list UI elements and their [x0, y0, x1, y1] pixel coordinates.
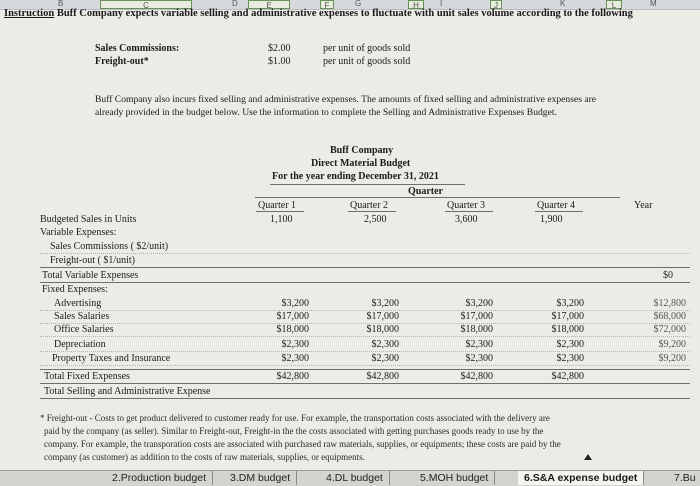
col-B[interactable]: B [58, 0, 64, 8]
sales-units-q3[interactable]: 3,600 [455, 214, 478, 225]
fixed-row-value[interactable]: $18,000 [276, 324, 309, 335]
footnote-line-3: company. For example, the transporation costs are associated with purchased raw materials, supplies, or equipments; these costs are paid by the [44, 439, 561, 449]
rate-desc-freight: per unit of goods sold [323, 56, 411, 67]
instruction-text: Buff Company expects variable selling and administrative expenses to fluctuate with unit sales volume according to the following [56, 8, 633, 19]
tab-production-budget[interactable]: 2.Production budget [106, 471, 213, 485]
col-header-q2: Quarter 2 [350, 200, 389, 211]
tab-dm-budget[interactable]: 3.DM budget [224, 471, 297, 485]
paragraph-line-2: already provided in the budget below. Use the information to complete the Selling and Administrative Expenses Budget. [95, 107, 557, 118]
col-H[interactable]: H [408, 0, 424, 9]
fixed-row-value[interactable]: $17,000 [366, 311, 399, 322]
fixed-row-value[interactable]: $17,000 [460, 311, 493, 322]
fixed-row-value[interactable]: $3,200 [371, 298, 399, 309]
fixed-row-value[interactable]: $9,200 [658, 339, 686, 350]
budget-title: Direct Material Budget [311, 158, 411, 169]
instruction-label: Instruction [4, 8, 55, 19]
fixed-row-value[interactable]: $72,000 [653, 324, 686, 335]
total-fixed-topline [40, 369, 690, 370]
col-E[interactable]: E [248, 0, 290, 9]
fixed-row-value[interactable]: $2,300 [371, 339, 399, 350]
col-D[interactable]: D [232, 0, 238, 8]
tab-moh-budget[interactable]: 5.MOH budget [414, 471, 495, 485]
q2-underline [348, 211, 396, 212]
fixed-row-value[interactable]: $12,800 [653, 298, 686, 309]
sheet-tab-bar [0, 470, 700, 486]
fixed-row-gridline [40, 336, 690, 337]
total-fixed-underline [40, 383, 690, 384]
total-variable-underline [40, 282, 690, 283]
fixed-row-value[interactable]: $9,200 [658, 353, 686, 364]
fixed-row-value[interactable]: $68,000 [653, 311, 686, 322]
total-fixed-q1[interactable]: $42,800 [276, 371, 309, 382]
fixed-row-value[interactable]: $18,000 [551, 324, 584, 335]
footnote-line-4: company (as customer) as addition to the costs of raw materials, supplies, or equipments. [44, 452, 365, 462]
tab-budget-partial[interactable]: 7.Bu [674, 472, 696, 484]
fixed-row-label[interactable]: Office Salaries [54, 324, 114, 335]
col-F[interactable]: F [320, 0, 334, 9]
fixed-row-value[interactable]: $2,300 [465, 339, 493, 350]
rate-desc-commissions: per unit of goods sold [323, 43, 411, 54]
total-fixed-q3[interactable]: $42,800 [460, 371, 493, 382]
total-variable-year[interactable]: $0 [663, 270, 673, 281]
total-sa-underline [40, 398, 690, 399]
fixed-row-value[interactable]: $17,000 [276, 311, 309, 322]
col-K[interactable]: K [560, 0, 566, 8]
fixed-row-value[interactable]: $17,000 [551, 311, 584, 322]
footnote-line-2: paid by the company (as seller). Similar to Freight-out, Freight-in the the costs associated with getting purchases goods ready to use by the [44, 426, 544, 436]
quarter-header: Quarter [408, 186, 443, 197]
label-variable-expenses[interactable]: Variable Expenses: [40, 227, 117, 238]
label-total-variable[interactable]: Total Variable Expenses [42, 270, 139, 281]
sales-units-q2[interactable]: 2,500 [364, 214, 387, 225]
q4-underline [535, 211, 583, 212]
freight-underline [40, 267, 690, 268]
label-sales-commissions[interactable]: Sales Commissions ( $2/unit) [50, 241, 169, 252]
col-header-q4: Quarter 4 [537, 200, 576, 211]
tab-sa-expense-budget[interactable]: 6.S&A expense budget [518, 471, 644, 485]
fixed-row-value[interactable]: $2,300 [371, 353, 399, 364]
total-fixed-q4[interactable]: $42,800 [551, 371, 584, 382]
col-L[interactable]: L [606, 0, 622, 9]
col-M[interactable]: M [650, 0, 657, 8]
col-G[interactable]: G [355, 0, 362, 8]
label-fixed-expenses[interactable]: Fixed Expenses: [42, 284, 108, 295]
fixed-row-value[interactable]: $3,200 [465, 298, 493, 309]
rate-label-commissions: Sales Commissions: [95, 43, 180, 54]
fixed-row-value[interactable]: $2,300 [556, 353, 584, 364]
fixed-row-label[interactable]: Advertising [54, 298, 102, 309]
sales-units-q4[interactable]: 1,900 [540, 214, 563, 225]
fixed-row-label[interactable]: Property Taxes and Insurance [52, 353, 171, 364]
budget-period: For the year ending December 31, 2021 [272, 171, 439, 182]
rate-amount-commissions: $2.00 [268, 43, 291, 54]
label-freight-out[interactable]: Freight-out ( $1/unit) [50, 255, 135, 266]
total-fixed-q2[interactable]: $42,800 [366, 371, 399, 382]
rate-amount-freight: $1.00 [268, 56, 291, 67]
fixed-row-value[interactable]: $2,300 [281, 339, 309, 350]
fixed-row-label[interactable]: Sales Salaries [54, 311, 110, 322]
fixed-row-gridline [40, 365, 690, 366]
col-header-q1: Quarter 1 [258, 200, 297, 211]
fixed-row-gridline [40, 351, 690, 352]
fixed-row-value[interactable]: $18,000 [460, 324, 493, 335]
q3-underline [445, 211, 493, 212]
budget-company: Buff Company [330, 145, 394, 156]
col-C[interactable]: C [100, 0, 192, 9]
fixed-row-value[interactable]: $3,200 [556, 298, 584, 309]
label-total-fixed[interactable]: Total Fixed Expenses [44, 371, 130, 382]
tab-dl-budget[interactable]: 4.DL budget [320, 471, 390, 485]
paragraph-line-1: Buff Company also incurs fixed selling and administrative expenses. The amounts of fixed selling and administrative expenses are [95, 94, 597, 105]
period-underline [270, 184, 465, 185]
fixed-row-label[interactable]: Depreciation [54, 339, 106, 350]
q1-underline [256, 211, 304, 212]
fixed-row-value[interactable]: $2,300 [465, 353, 493, 364]
col-header-q3: Quarter 3 [447, 200, 486, 211]
sales-units-q1[interactable]: 1,100 [270, 214, 293, 225]
col-J[interactable]: J [490, 0, 502, 9]
fixed-row-value[interactable]: $3,200 [281, 298, 309, 309]
fixed-row-value[interactable]: $18,000 [366, 324, 399, 335]
instruction-line [4, 8, 633, 19]
col-I[interactable]: I [440, 0, 443, 8]
commissions-gridline [40, 253, 690, 254]
footnote-line-1: * Freight-out - Costs to get product delivered to customer ready for use. For example, the transportation costs associated with the delivery are [40, 413, 550, 423]
cursor-triangle-icon [584, 454, 592, 460]
fixed-row-value[interactable]: $2,300 [556, 339, 584, 350]
fixed-row-value[interactable]: $2,300 [281, 353, 309, 364]
label-sales-units[interactable]: Budgeted Sales in Units [40, 214, 137, 225]
label-total-sa[interactable]: Total Selling and Administrative Expense [44, 386, 211, 397]
quarter-underline [255, 197, 620, 198]
rate-label-freight: Freight-out* [95, 56, 149, 67]
col-header-year: Year [634, 200, 653, 211]
